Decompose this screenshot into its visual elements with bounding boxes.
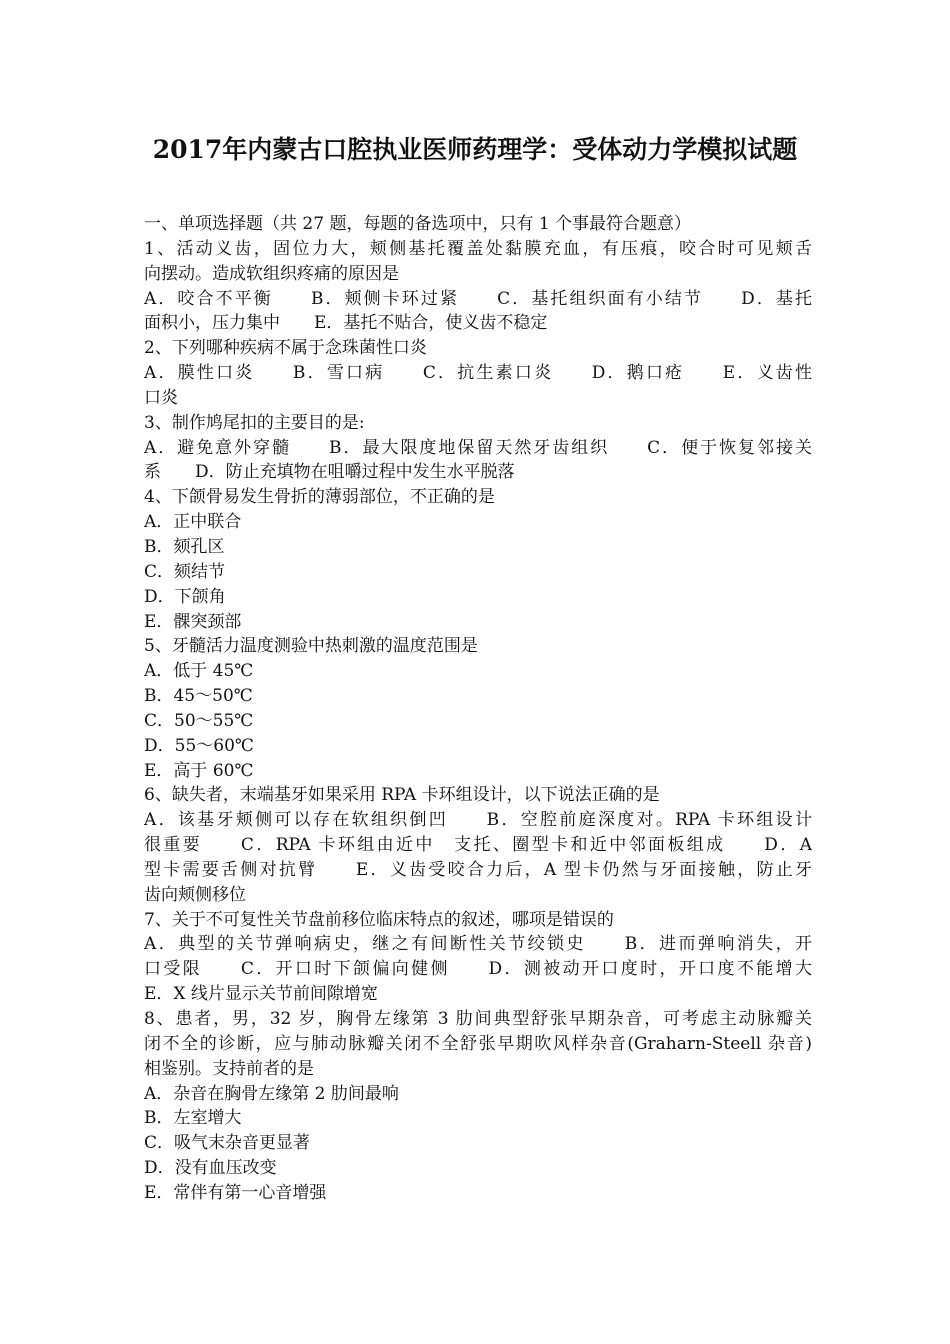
text-line: 5、牙髓活力温度测验中热刺激的温度范围是 xyxy=(144,636,478,657)
text-line: 1、活动义齿，固位力大，颊侧基托覆盖处黏膜充血，有压痕，咬合时可见颊舌 xyxy=(144,238,812,259)
text-line: A．膜性口炎 B．雪口病 C．抗生素口炎 D．鹅口疮 E．义齿性 xyxy=(144,363,812,384)
text-line: 3、制作鸠尾扣的主要目的是: xyxy=(144,412,365,433)
text-line: C．吸气末杂音更显著 xyxy=(144,1133,311,1154)
text-line: B．颏孔区 xyxy=(144,536,225,557)
text-line: A．典型的关节弹响病史，继之有间断性关节绞锁史 B．进而弹响消失，开 xyxy=(144,934,812,955)
text-line: 型卡需要舌侧对抗臂 E．义齿受咬合力后，A 型卡仍然与牙面接触，防止牙 xyxy=(144,859,812,880)
text-line: 口炎 xyxy=(144,387,178,408)
text-line: 闭不全的诊断，应与肺动脉瓣关闭不全舒张早期吹风样杂音(Graharn-Steell 杂音) xyxy=(144,1033,812,1054)
text-line: 4、下颌骨易发生骨折的薄弱部位，不正确的是 xyxy=(144,487,495,508)
text-line: 一、单项选择题（共 27 题，每题的备选项中，只有 1 个事最符合题意） xyxy=(144,214,692,234)
text-line: A．避免意外穿髓 B．最大限度地保留天然牙齿组织 C．便于恢复邻接关 xyxy=(144,437,812,458)
text-line: E．X 线片显示关节前间隙增宽 xyxy=(144,984,378,1005)
text-line: B．左室增大 xyxy=(144,1108,242,1129)
text-line: 口受限 C．开口时下颌偏向健侧 D．测被动开口度时，开口度不能增大 xyxy=(144,959,812,980)
question-body xyxy=(144,212,812,1206)
text-line: 齿向颊侧移位 xyxy=(144,884,246,905)
text-line: D．下颌角 xyxy=(144,586,226,607)
text-line: E．常伴有第一心音增强 xyxy=(144,1182,327,1203)
text-line: D．没有血压改变 xyxy=(144,1158,277,1179)
text-line: 7、关于不可复性关节盘前移位临床特点的叙述，哪项是错误的 xyxy=(144,909,614,930)
text-line: 系 D．防止充填物在咀嚼过程中发生水平脱落 xyxy=(144,462,515,483)
text-line: 8、患者，男，32 岁，胸骨左缘第 3 肋间典型舒张早期杂音，可考虑主动脉瓣关 xyxy=(144,1009,812,1029)
text-line: 面积小，压力集中 E．基托不贴合，使义齿不稳定 xyxy=(144,313,548,334)
text-line: A．咬合不平衡 B．颊侧卡环过紧 C．基托组织面有小结节 D．基托 xyxy=(144,288,812,309)
text-line: 2、下列哪种疾病不属于念珠菌性口炎 xyxy=(144,338,427,359)
text-line: 向摆动。造成软组织疼痛的原因是 xyxy=(144,263,399,284)
text-line: 6、缺失者，末端基牙如果采用 RPA 卡环组设计，以下说法正确的是 xyxy=(144,785,660,806)
text-line: 相鉴别。支持前者的是 xyxy=(144,1058,314,1079)
text-line: C．50～55℃ xyxy=(144,710,254,731)
text-line: A．该基牙颊侧可以存在软组织倒凹 B．空腔前庭深度对。RPA 卡环组设计 xyxy=(144,810,812,831)
text-line: E．髁突颈部 xyxy=(144,611,242,632)
text-line: B．45～50℃ xyxy=(144,686,253,707)
text-line: A．正中联合 xyxy=(144,512,242,533)
text-line: 很重要 C．RPA 卡环组由近中 支托、圈型卡和近中邻面板组成 D．A xyxy=(144,835,812,856)
document-title: 2017年内蒙古口腔执业医师药理学：受体动力学模拟试题 xyxy=(152,135,798,164)
text-line: E．高于 60℃ xyxy=(144,760,254,781)
text-line: A．杂音在胸骨左缘第 2 肋间最响 xyxy=(144,1083,399,1104)
text-line: A．低于 45℃ xyxy=(144,661,254,682)
text-line: D．55～60℃ xyxy=(144,735,254,756)
text-line: C．颏结节 xyxy=(144,561,226,582)
